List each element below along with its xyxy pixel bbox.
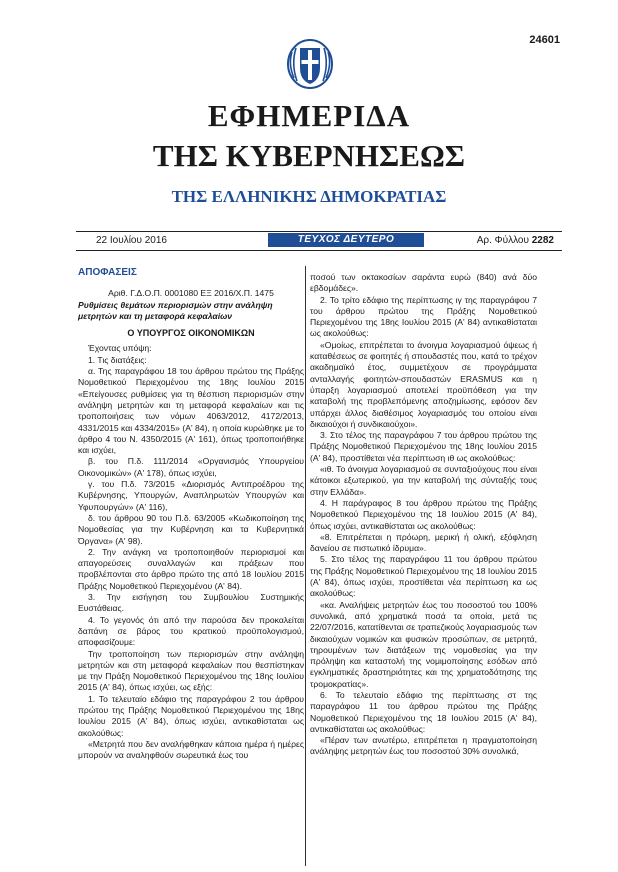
decision-title: Ρυθμίσεις θεμάτων περιορισμών στην ανάληψη μετρητών και τη μεταφορά κεφαλαίων [78, 299, 273, 321]
paragraph: 3. Την εισήγηση του Συμβουλίου Συστημικής Ευστάθειας. [78, 592, 304, 614]
paragraph: δ. του άρθρου 90 του Π.δ. 63/2005 «Κωδικοποίηση της Νομοθεσίας για την Κυβέρνηση και τα Κυβερνητικά Όργανα» (Α' 98). [78, 512, 304, 546]
masthead-republic: ΤΗΣ ΕΛΛΗΝΙΚΗΣ ΔΗΜΟΚΡΑΤΙΑΣ [171, 187, 447, 206]
paragraph: 1. Το τελευταίο εδάφιο της παραγράφου 2 του άρθρου πρώτου της Πράξης Νομοθετικού Περιεχομένου της 18ης Ιουλίου 2015 (Α' 84), όπως ισχύει, αντικαθίσταται ως ακολούθως: [78, 693, 304, 738]
minister-heading: Ο ΥΠΟΥΡΓΟΣ ΟΙΚΟΝΟΜΙΚΩΝ [127, 328, 255, 339]
paragraph: β. του Π.δ. 111/2014 «Οργανισμός Υπουργείου Οικονομικών» (Α' 178), όπως ισχύει, [78, 456, 304, 478]
paragraph: 1. Τις διατάξεις: [88, 354, 147, 365]
paragraph: «Μετρητά που δεν αναλήφθηκαν κάποια ημέρα ή ημέρες μπορούν να αναληφθούν σωρευτικά έως του [78, 738, 304, 761]
issue-series-badge: ΤΕΥΧΟΣ ΔΕΥΤΕΡΟ [268, 233, 424, 247]
section-title: ΑΠΟΦΑΣΕΙΣ [78, 267, 137, 278]
paragraph: 5. Στο τέλος της παραγράφου 11 του άρθρου πρώτου της Πράξης Νομοθετικού Περιεχομένου της 18 Ιουλίου 2015 (Α' 84), όπως ισχύει, προστίθεται νέα περίπτωση κα ως ακολούθως: [310, 554, 537, 599]
masthead-subtitle: ΤΗΣ ΚΥΒΕΡΝΗΣΕΩΣ [152, 138, 466, 173]
paragraph: «κα. Αναλήψεις μετρητών έως του ποσοστού του 100% συνολικά, από χρηματικά ποσά τα οποία, μετά τις 22/07/2016, κατατίθενται σε τραπεζικούς λογαριασμούς των δικαιούχων νομικών και φυσικών προσώπων, σε μετρητά, τηρουμένων των διατάξεων της νομοθεσίας για την πρόληψη και καταστολή της νομιμοποίησης εσόδων από εγκληματικές δραστηριότητες και της χρηματοδότησης της τρομοκρατίας». [310, 599, 537, 689]
issue-sheet-number: 2282 [531, 235, 554, 246]
page-number: 24601 [529, 34, 560, 46]
paragraph: «ιθ. Το άνοιγμα λογαριασμού σε συνταξιούχους που είναι κάτοικοι εξωτερικού, για την καταβολή της σύνταξής τους στην Ελλάδα». [310, 464, 537, 497]
issue-sheet [477, 235, 554, 246]
paragraph: 2. Την ανάγκη να τροποποιηθούν περιορισμοί και απαγορεύσεις συναλλαγών και πράξεων που προβλέπονται στο άρθρο πρώτο της από 18 Ιουλίου 2015 Πράξης Νομοθετικού Περιεχομένου (Α' 84). [78, 546, 304, 591]
paragraph: 6. Το τελευταίο εδάφιο της περίπτωσης στ της παραγράφου 11 του άρθρου πρώτου της Πράξης Νομοθετικού Περιεχομένου της 18 Ιουλίου 2015 (Α' 84), αντικαθίσταται ως ακολούθως: [310, 689, 537, 734]
paragraph: 2. Το τρίτο εδάφιο της περίπτωσης ιγ της παραγράφου 7 του άρθρου πρώτου της Πράξης Νομοθετικού Περιεχομένου της 18ης Ιουλίου 2015 (Α' 84) αντικαθίσταται ως ακολούθως: [310, 294, 537, 339]
paragraph: 3. Στο τέλος της παραγράφου 7 του άρθρου πρώτου της Πράξης Νομοθετικού Περιεχομένου της 18ης Ιουλίου 2015 (Α' 84), προστίθεται νέα περίπτωση ιθ ως ακολούθως: [310, 430, 537, 463]
right-column [310, 272, 537, 758]
paragraph: γ. του Π.δ. 73/2015 «Διορισμός Αντιπροέδρου της Κυβέρνησης, Υπουργών, Αναπληρωτών Υπουργών και Υφυπουργών» (Α' 116), [78, 479, 304, 512]
masthead-title: ΕΦΗΜΕΡΙΔΑ [207, 98, 411, 133]
paragraph: «Ομοίως, επιτρέπεται το άνοιγμα λογαριασμού όψεως ή καταθέσεως σε φοιτητές ή σπουδαστές που, κατά το τρέχον ακαδημαϊκό έτος, συμμετέχουν σε προγράμματα ανταλλαγής φοιτητών-σπουδαστών ERASMUS και η ύπαρξη λογαριασμού αποτελεί προϋπόθεση για την καταβολή της προβλεπόμενης αποζημίωσης, εφόσον δεν υπάρχει άλλος διαθέσιμος λογαριασμός του οποίου είναι δικαιούχοι ή συνδικαιούχοι». [310, 339, 537, 429]
paragraph: Την τροποποίηση των περιορισμών στην ανάληψη μετρητών και στη μεταφορά κεφαλαίων που θεσπίστηκαν με την Πράξη Νομοθετικού Περιεχομένου της 18ης Ιουλίου 2015 (Α' 84), όπως ισχύει, ως εξής: [78, 648, 304, 693]
paragraph: ποσού των οκτακοσίων σαράντα ευρώ (840) ανά δύο εβδομάδες». [310, 272, 537, 294]
issue-bar [76, 231, 562, 251]
issue-date: 22 Ιουλίου 2016 [96, 235, 167, 246]
paragraph: «Πέραν των ανωτέρω, επιτρέπεται η πραγματοποίηση ανάληψης μετρητών έως του ποσοστού 30% συνολικά, [310, 735, 537, 757]
left-column [78, 267, 304, 761]
paragraph: 4. Η παράγραφος 8 του άρθρου πρώτου της Πράξης Νομοθετικού Περιεχομένου της 18 Ιουλίου 2015 (Α' 84), όπως ισχύει, αντικαθίσταται ως ακολούθως: [310, 497, 537, 531]
column-divider [305, 266, 306, 866]
paragraph: 4. Το γεγονός ότι από την παρούσα δεν προκαλείται δαπάνη σε βάρος του κρατικού προϋπολογισμού, αποφασίζουμε: [78, 614, 304, 648]
paragraph: α. Της παραγράφου 18 του άρθρου πρώτου της Πράξης Νομοθετικού Περιεχομένου της 18ης Ιουλίου 2015 «Επείγουσες ρυθμίσεις για τη θέσπιση περιορισμών στην ανάληψη μετρητών και τη μεταφορά κεφαλαίων και τις τροποποιήσεις των νόμων 4063/2012, 4172/2013, 4331/2015 και 4334/2015» (Α' 84), η οποία κυρώθηκε με το άρθρο 4 του Ν. 4350/2015 (Α' 161), όπως τροποποιήθηκε και ισχύει, [78, 366, 304, 456]
issue-sheet-label: Αρ. Φύλλου [476, 235, 529, 246]
greek-coat-of-arms-icon [286, 38, 334, 90]
decision-number: Αριθ. Γ.Δ.Ο.Π. 0001080 ΕΞ 2016/Χ.Π. 1475 [108, 288, 274, 299]
paragraph: Έχοντας υπόψη: [88, 343, 152, 354]
paragraph: «8. Επιτρέπεται η πρόωρη, μερική ή ολική, εξόφληση δανείου σε πιστωτικό ίδρυμα». [310, 531, 537, 554]
